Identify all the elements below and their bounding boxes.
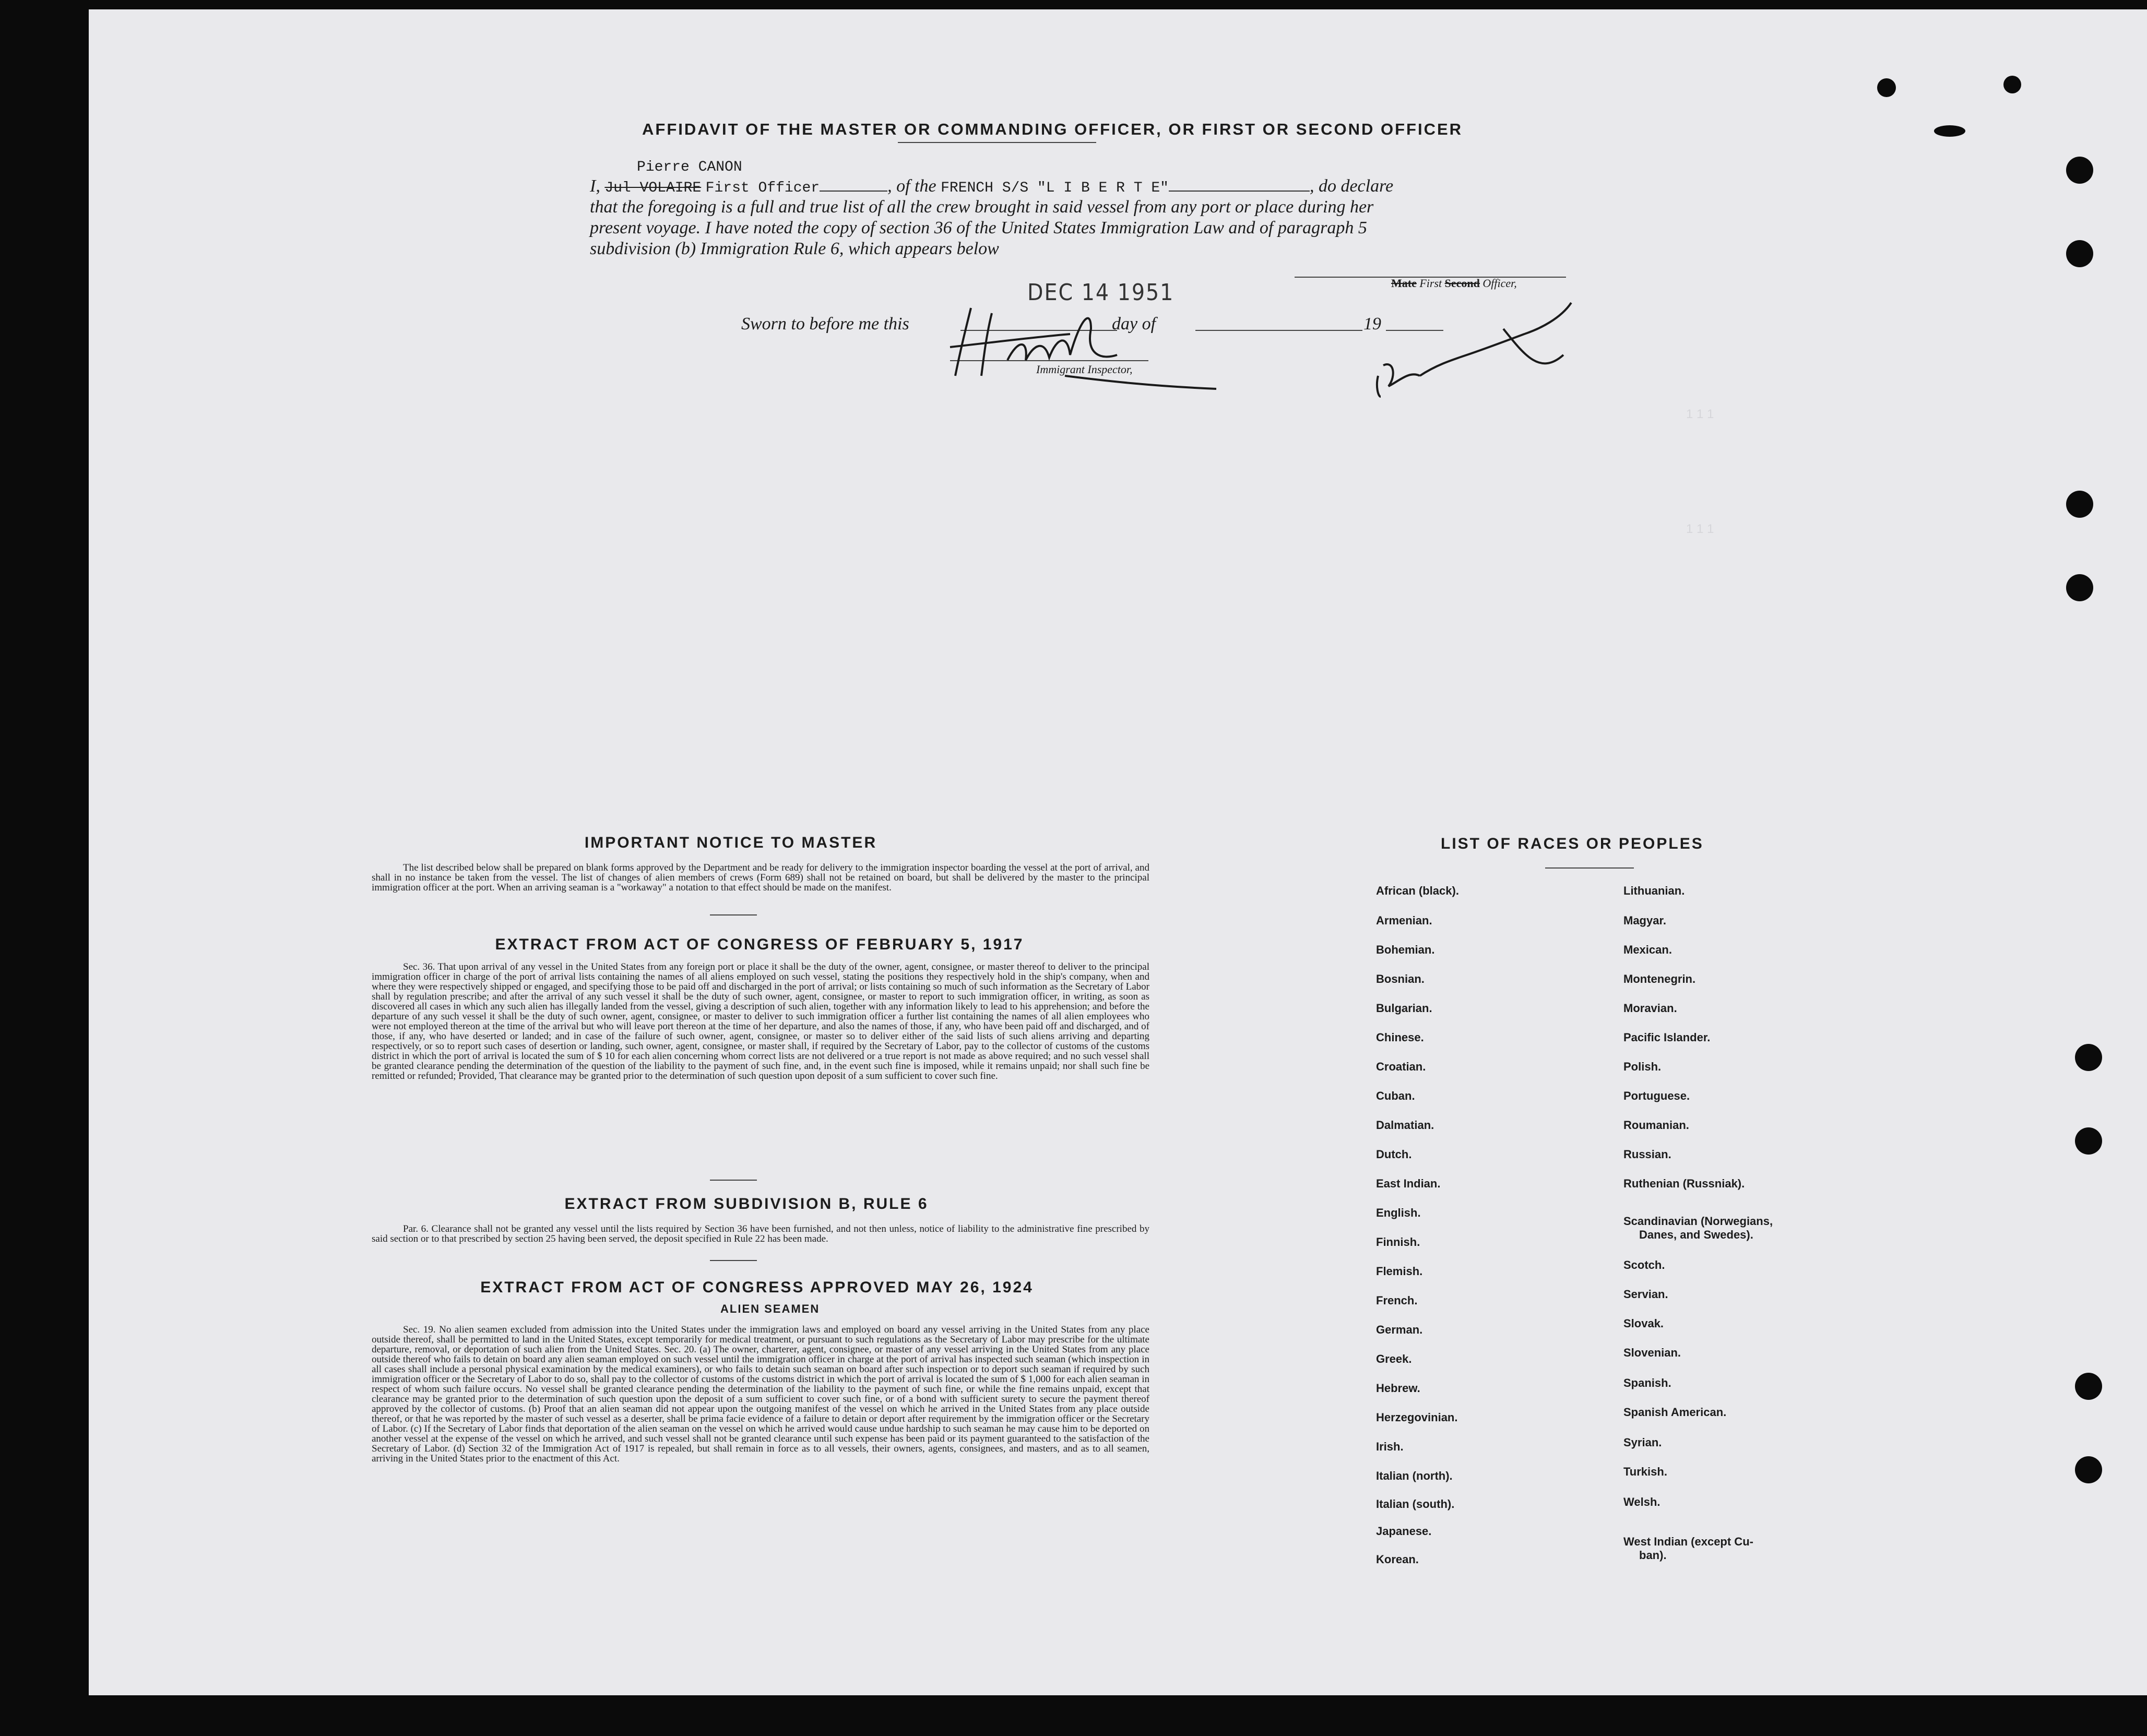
race-entry: African (black). bbox=[1376, 884, 1459, 897]
struck-name: Jul VOLAIRE bbox=[604, 180, 702, 196]
race-entry: Croatian. bbox=[1376, 1060, 1426, 1073]
extract-1917-body: Sec. 36. That upon arrival of any vessel in the United States from any foreign port or place it shall be the duty of the owner, agent, consignee, or master thereof to deliver to the principal immigration officer in charge of the port of arrival lists containing the names of all aliens employed on such vessel, stating the positions they respectively hold in the ship's company, when and where they were respectively shipped or engaged, and specifying those to be paid off and discharged in the port of arrival; or lists containing so much of such information as the Secretary of Labor shall by regulation prescribe; and after the arrival of any such vessel it shall be the duty of such owner, agent, consignee, or master to report to such immigration officer, in writing, as soon as discovered all cases in which any such alien has illegally landed from the vessel, giving a description of such alien, together with any information likely to lead to his apprehension; and before the departure of any such vessel it shall be the duty of such owner, agent, consignee, or master to deliver to such immigration officer a further list containing the names of all alien employees who were not employed thereon at the time of the arrival but who will leave port thereon at the time of her departure, and also the names of those, if any, who have been paid off and discharged, and of those, if any, who have deserted or landed; and in case of the failure of such owner, agent, consignee, or master so to deliver either of the said lists of such aliens arriving and departing respectively, or so to report such cases of desertion or landing, such owner, agent, consignee, or master shall, if required by the Secretary of Labor, pay to the collector of customs of the customs district in which the port of arrival is located the sum of $ 10 for each alien concerning whom correct lists are not delivered or a true report is not made as above required; and no such vessel shall be granted clearance pending the determination of the question of the liability to the payment of such fine, and, in the event such fine is imposed, while it remains unpaid; nor shall such fine be remitted or refunded; Provided, That clearance may be granted prior to the determination of such question upon deposit of a sum sufficient to cover such fine. bbox=[372, 961, 1149, 1081]
divider bbox=[710, 1180, 757, 1181]
affidavit-line-1 bbox=[590, 176, 1393, 196]
race-entry: Mexican. bbox=[1623, 943, 1672, 956]
race-entry: Polish. bbox=[1623, 1060, 1662, 1073]
punch-hole bbox=[2066, 574, 2093, 601]
race-entry: Danes, and Swedes). bbox=[1639, 1228, 1753, 1241]
typed-name: Pierre CANON bbox=[637, 159, 742, 175]
vessel-name: FRENCH S/S "L I B E R T E" bbox=[941, 180, 1169, 196]
do-declare: , do declare bbox=[1309, 176, 1394, 196]
race-entry: Hebrew. bbox=[1376, 1382, 1420, 1395]
race-entry: Spanish American. bbox=[1623, 1406, 1727, 1419]
race-entry: Syrian. bbox=[1623, 1436, 1662, 1449]
race-entry: Dalmatian. bbox=[1376, 1119, 1434, 1132]
affidavit-line-4: subdivision (b) Immigration Rule 6, which appears below bbox=[590, 239, 999, 258]
race-entry: Greek. bbox=[1376, 1352, 1412, 1365]
race-entry: Chinese. bbox=[1376, 1031, 1424, 1044]
race-entry: Japanese. bbox=[1376, 1525, 1432, 1538]
divider bbox=[710, 1260, 757, 1261]
race-entry: Magyar. bbox=[1623, 914, 1666, 927]
race-entry: Herzegovinian. bbox=[1376, 1411, 1458, 1424]
race-entry: French. bbox=[1376, 1294, 1418, 1307]
ink-spot bbox=[1877, 78, 1896, 97]
inspector-label: Immigrant Inspector, bbox=[1036, 363, 1133, 376]
race-entry: Scandinavian (Norwegians, bbox=[1623, 1215, 1773, 1228]
title-underline bbox=[898, 142, 1096, 143]
race-entry: Bulgarian. bbox=[1376, 1002, 1432, 1015]
extract-1924-title: EXTRACT FROM ACT OF CONGRESS APPROVED MAY 26, 1924 bbox=[480, 1279, 1034, 1296]
race-entry: Italian (north). bbox=[1376, 1469, 1453, 1482]
race-entry: Portuguese. bbox=[1623, 1089, 1690, 1102]
race-entry: Turkish. bbox=[1623, 1465, 1667, 1478]
race-entry: English. bbox=[1376, 1206, 1421, 1219]
of-the: , of the bbox=[887, 176, 936, 196]
extract-1917-title: EXTRACT FROM ACT OF CONGRESS OF FEBRUARY 5, 1917 bbox=[495, 936, 1024, 953]
affidavit-line-2: that the foregoing is a full and true list of all the crew brought in said vessel from any port or place during her bbox=[590, 197, 1374, 217]
race-entry: Montenegrin. bbox=[1623, 972, 1696, 985]
race-entry: Pacific Islander. bbox=[1623, 1031, 1711, 1044]
punch-hole bbox=[2075, 1373, 2102, 1400]
divider bbox=[710, 914, 757, 915]
race-entry: Bosnian. bbox=[1376, 972, 1425, 985]
officer-signature bbox=[1368, 298, 1576, 402]
extract-rule6-body: Par. 6. Clearance shall not be granted any vessel until the lists required by Section 36 have been furnished, and not then unless, notice of liability to the administrative fine prescribed by said section or to that prescribed by section 25 having been served, the deposit specified in Rule 22 has been made. bbox=[372, 1223, 1149, 1244]
races-underline bbox=[1545, 867, 1634, 869]
race-entry: German. bbox=[1376, 1323, 1423, 1336]
race-entry: Italian (south). bbox=[1376, 1497, 1455, 1511]
race-entry: Slovenian. bbox=[1623, 1346, 1681, 1359]
race-entry: Korean. bbox=[1376, 1553, 1419, 1566]
race-entry: Spanish. bbox=[1623, 1376, 1671, 1389]
race-entry: East Indian. bbox=[1376, 1177, 1441, 1190]
race-entry: Welsh. bbox=[1623, 1495, 1660, 1508]
race-entry: Slovak. bbox=[1623, 1317, 1664, 1330]
officer-label: Mate First Second Officer, bbox=[1391, 277, 1517, 290]
year-prefix: 19 bbox=[1363, 314, 1381, 334]
race-entry: Moravian. bbox=[1623, 1002, 1677, 1015]
inspector-signature bbox=[934, 298, 1227, 391]
race-entry: Scotch. bbox=[1623, 1258, 1665, 1271]
punch-hole bbox=[2066, 240, 2093, 267]
race-entry: Flemish. bbox=[1376, 1265, 1423, 1278]
punch-hole bbox=[2075, 1456, 2102, 1483]
ink-spot bbox=[1934, 125, 1965, 137]
race-entry: West Indian (except Cu- bbox=[1623, 1535, 1753, 1548]
notice-body: The list described below shall be prepared on blank forms approved by the Department and be ready for delivery to the immigration inspector boarding the vessel at the port of arrival, and shall in no instance be taken from the vessel. The list of changes of alien members of crews (Form 689) shall not be retained on board, but shall be delivered by the master to the principal immigration officer at the port. When an arriving seaman is a "workaway" a notation to that effect should be made on the manifest. bbox=[372, 862, 1149, 893]
bleed-through: 1 1 1 bbox=[1686, 407, 1714, 421]
race-entry: Cuban. bbox=[1376, 1089, 1415, 1102]
race-entry: ban). bbox=[1639, 1549, 1667, 1562]
races-title: LIST OF RACES OR PEOPLES bbox=[1441, 835, 1704, 852]
notice-title: IMPORTANT NOTICE TO MASTER bbox=[584, 834, 877, 851]
extract-rule6-title: EXTRACT FROM SUBDIVISION B, RULE 6 bbox=[564, 1195, 929, 1212]
affidavit-line-3: present voyage. I have noted the copy of section 36 of the United States Immigration Law and of paragraph 5 bbox=[590, 218, 1367, 237]
punch-hole bbox=[2075, 1127, 2102, 1155]
officer-title: First Officer bbox=[705, 180, 820, 196]
race-entry: Russian. bbox=[1623, 1148, 1671, 1161]
alien-seamen-heading: ALIEN SEAMEN bbox=[720, 1302, 820, 1315]
race-entry: Irish. bbox=[1376, 1440, 1404, 1453]
race-entry: Ruthenian (Russniak). bbox=[1623, 1177, 1745, 1190]
affidavit-title: AFFIDAVIT OF THE MASTER OR COMMANDING OFFICER, OR FIRST OR SECOND OFFICER bbox=[642, 120, 1463, 138]
pronoun: I, bbox=[590, 176, 600, 196]
race-entry: Finnish. bbox=[1376, 1235, 1420, 1249]
race-entry: Dutch. bbox=[1376, 1148, 1412, 1161]
sworn-line: Sworn to before me this bbox=[741, 314, 909, 334]
punch-hole bbox=[2066, 491, 2093, 518]
race-entry: Roumanian. bbox=[1623, 1119, 1689, 1132]
date-stamp: DEC 14 1951 bbox=[1027, 279, 1175, 306]
punch-hole bbox=[2075, 1044, 2102, 1071]
race-entry: Lithuanian. bbox=[1623, 884, 1685, 897]
bleed-through: 1 1 1 bbox=[1686, 522, 1714, 536]
punch-hole bbox=[2066, 157, 2093, 184]
race-entry: Bohemian. bbox=[1376, 943, 1435, 956]
extract-1924-body: Sec. 19. No alien seamen excluded from admission into the United States under the immigration laws and employed on board any vessel arriving in the United States from any place outside thereof, shall be permitted to land in the United States, except temporarily for medical treatment, or pursuant to such regulations as the Secretary of Labor may prescribe for the ultimate departure, removal, or deportation of such alien from the United States. Sec. 20. (a) The owner, charterer, agent, consignee, or master of any vessel arriving in the United States from any place outside thereof who fails to detain on board any alien seaman employed on such vessel until the immigration officer in charge at the port of arrival has inspected such seaman (which inspection in all cases shall include a personal physical examination by the medical examiners), or who fails to detain such seaman on board after such inspection or to deport such seaman if required by such immigration officer or the Secretary of Labor to do so, shall pay to the collector of customs of the customs district in which the port of arrival is located the sum of $ 1,000 for each alien seaman in respect of whom such failure occurs. No vessel shall be granted clearance pending the determination of the liability to the payment of such fine, or while the fine remains unpaid, except that clearance may be granted prior to the determination of such question upon the deposit of a sum sufficient to cover such fine, or of a bond with sufficient surety to secure the payment thereof approved by the collector of customs. (b) Proof that an alien seaman did not appear upon the outgoing manifest of the vessel on which he arrived in the United States from any place outside thereof, or that he was reported by the master of such vessel as a deserter, shall be prima facie evidence of a failure to detain or deport after requirement by the immigration officer or the Secretary of Labor. (c) If the Secretary of Labor finds that deportation of the alien seaman on the vessel on which he arrived would cause undue hardship to such seaman he may cause him to be deported on another vessel at the expense of the vessel on which he arrived, and such vessel shall not be granted clearance until such expense has been paid or its payment guaranteed to the satisfaction of the Secretary of Labor. (d) Section 32 of the Immigration Act of 1917 is repealed, but shall remain in force as to all vessels, their owners, agents, consignees, and masters, and as to all seamen, arriving in the United States prior to the enactment of this Act. bbox=[372, 1324, 1149, 1464]
race-entry: Armenian. bbox=[1376, 914, 1432, 927]
ink-spot bbox=[2003, 76, 2021, 93]
day-of: day of bbox=[1112, 314, 1156, 334]
race-entry: Servian. bbox=[1623, 1288, 1668, 1301]
